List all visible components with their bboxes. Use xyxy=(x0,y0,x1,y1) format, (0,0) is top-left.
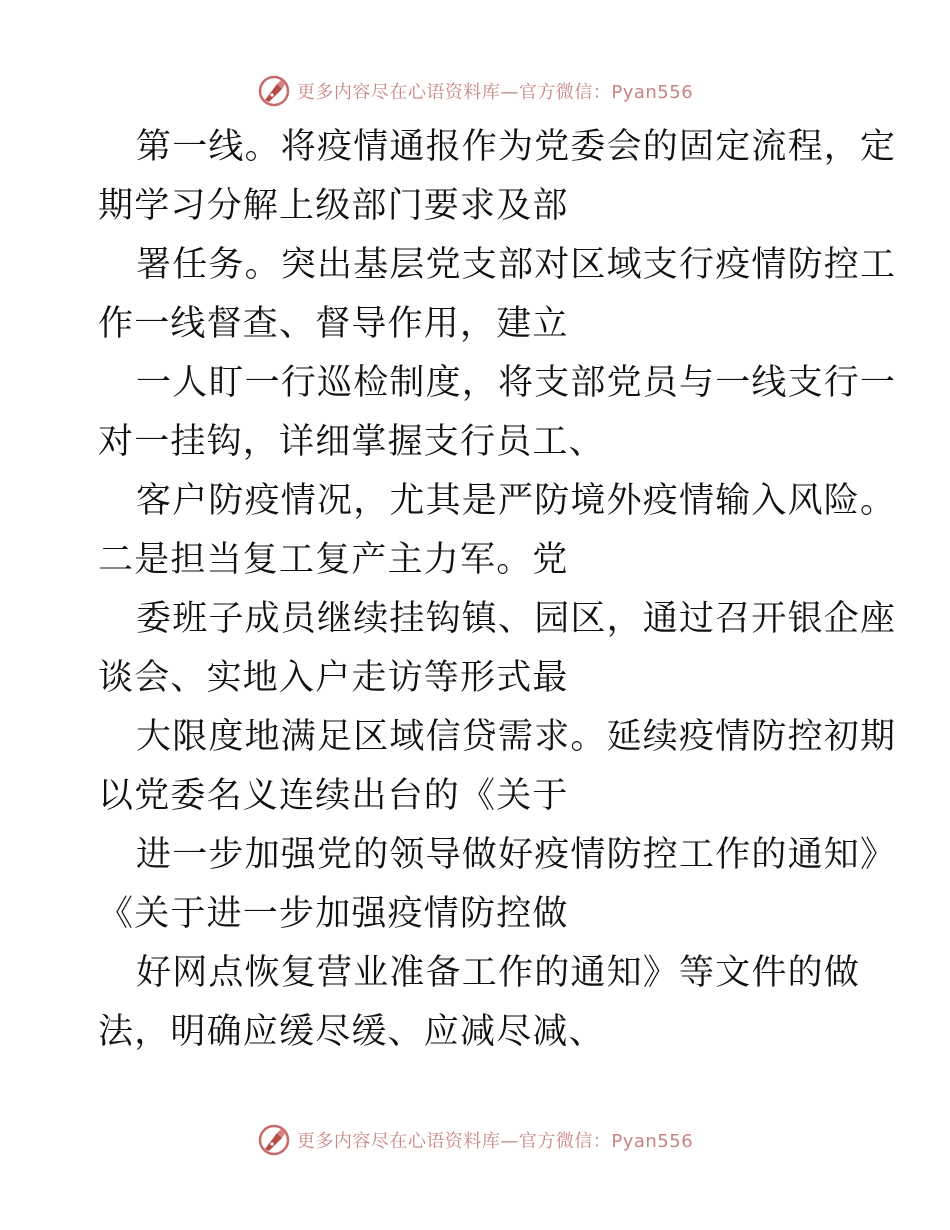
paragraph-line: 署任务。突出基层党支部对区域支行疫情防控工 xyxy=(136,245,897,285)
paragraph-line: 大限度地满足区域信贷需求。延续疫情防控初期 xyxy=(136,717,897,757)
document-body xyxy=(98,118,897,1062)
header-watermark xyxy=(0,71,950,111)
paragraph-line: 二是担当复工复产主力军。党 xyxy=(98,540,569,580)
paragraph-line: 客户防疫情况，尤其是严防境外疫情输入风险。 xyxy=(136,481,897,521)
paragraph-line: 《关于进一步加强疫情防控做 xyxy=(98,894,569,934)
paragraph-line: 以党委名义连续出台的《关于 xyxy=(98,776,569,816)
paragraph-line: 法，明确应缓尽缓、应减尽减、 xyxy=(98,1012,605,1052)
paragraph-line: 好网点恢复营业准备工作的通知》等文件的做 xyxy=(136,953,861,993)
paragraph-line: 进一步加强党的领导做好疫情防控工作的通知》 xyxy=(136,835,897,875)
paragraph-line: 委班子成员继续挂钩镇、园区，通过召开银企座 xyxy=(136,599,897,639)
paragraph-line: 作一线督查、督导作用，建立 xyxy=(98,304,569,344)
paragraph-line: 期学习分解上级部门要求及部 xyxy=(98,186,569,226)
pen-nib-logo-icon xyxy=(257,1123,291,1157)
footer-watermark xyxy=(0,1120,950,1160)
paragraph-line: 一人盯一行巡检制度，将支部党员与一线支行一 xyxy=(136,363,897,403)
watermark-text: 更多内容尽在心语资料库—官方微信：Pyan556 xyxy=(296,82,694,103)
paragraph-line: 对一挂钩，详细掌握支行员工、 xyxy=(98,422,605,462)
paragraph-line: 第一线。将疫情通报作为党委会的固定流程，定 xyxy=(136,127,897,167)
pen-nib-logo-icon xyxy=(257,74,291,108)
paragraph-line: 谈会、实地入户走访等形式最 xyxy=(98,658,569,698)
watermark-text: 更多内容尽在心语资料库—官方微信：Pyan556 xyxy=(296,1131,694,1152)
